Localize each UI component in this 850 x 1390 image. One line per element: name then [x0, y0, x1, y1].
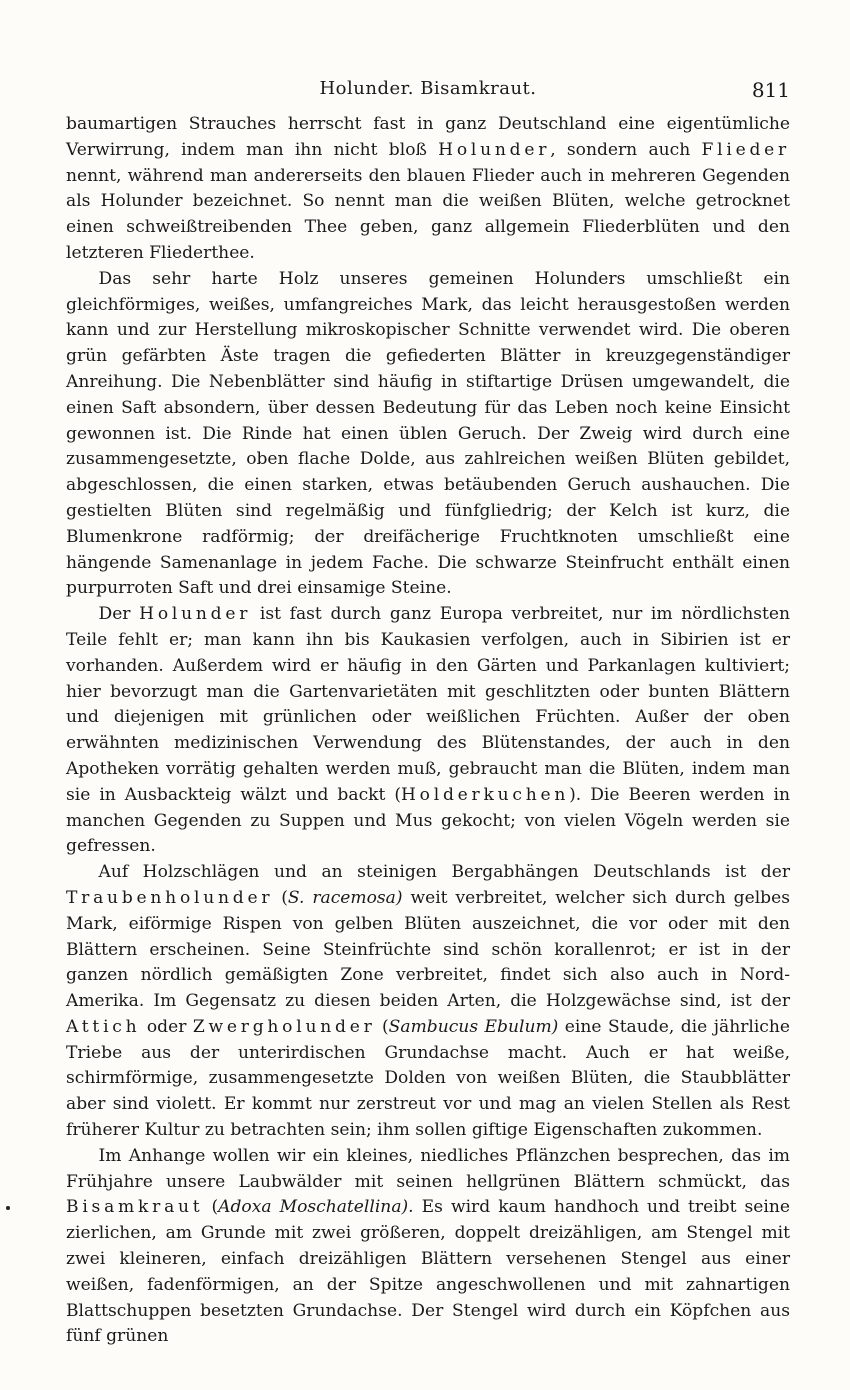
spaced-term: Flieder	[701, 139, 790, 160]
italic-term: Sambucus Ebulum)	[388, 1016, 559, 1037]
page-header	[66, 78, 790, 112]
text-run: Auf Holzschlägen und an steinigen Bergabhängen Deutschlands ist der	[98, 862, 790, 883]
text-run: Der	[98, 604, 140, 625]
spaced-term: Holunder	[438, 139, 551, 160]
paragraph	[66, 602, 790, 860]
text-run: (	[375, 1016, 389, 1037]
text-run: Im Anhange wollen wir ein kleines, niedliches Pflänzchen besprechen, das im Frühjahre unsere Laubwälder mit seinen hellgrünen Blättern schmückt, das	[66, 1145, 790, 1192]
text-run: oder	[140, 1016, 193, 1037]
paragraph	[66, 112, 790, 267]
spaced-term: Holunder	[139, 604, 252, 625]
text-run: baumartigen Strauches herrscht fast in ganz Deutschland eine eigentümliche Verwirrung, indem man ihn nicht bloß	[66, 114, 790, 160]
text-run: eine Staude, die jährliche Triebe aus der unterirdischen Grundachse macht. Auch er hat weiße, schirmförmige, zusammengesetzte Dolden von weißen Blüten, die Staubblätter aber sind violett. Er kommt nur zerstreut vor und mag an vielen Stellen als Rest früherer Kultur zu betrachten sein; ihm sollen giftige Eigenschaften zukommen.	[66, 1016, 791, 1141]
spaced-term: Bisamkraut	[66, 1197, 204, 1218]
paragraph	[66, 860, 790, 1144]
italic-term: Adoxa Moschatellina).	[218, 1197, 414, 1218]
paragraph	[66, 1144, 790, 1350]
margin-dot	[6, 1206, 10, 1210]
text-run: , sondern auch	[550, 139, 702, 160]
body-text	[66, 112, 790, 1350]
spaced-term: Attich	[66, 1016, 141, 1037]
text-run: Es wird kaum handhoch und treibt seine zierlichen, am Grunde mit zwei größeren, doppelt dreizähligen, am Stengel mit zwei kleineren, einfach dreizähligen Blättern versehenen Stengel aus einer weißen, fadenförmigen, an der Spitze angeschwollenen und mit zahnartigen Blattschuppen besetzten Grundachse. Der Stengel wird durch ein Köpfchen aus fünf grünen	[66, 1197, 791, 1347]
text-run: (	[273, 887, 288, 908]
running-title: Holunder. Bisamkraut.	[319, 78, 537, 99]
text-run: weit verbreitet, welcher sich durch gelbes Mark, eiförmige Rispen von gelben Blüten auszeichnet, die vor oder mit den Blättern erscheinen. Seine Steinfrüchte sind schön korallenrot; er ist in der ganzen nördlich gemäßigten Zone verbreitet, findet sich also auch in Nord-Amerika. Im Gegensatz zu diesen beiden Arten, die Holzgewächse sind, ist der	[66, 887, 790, 1012]
book-page	[66, 78, 790, 1350]
spaced-term: Zwergholunder	[192, 1016, 376, 1037]
paragraph	[66, 267, 790, 602]
page-number: 811	[751, 78, 790, 102]
text-run: (	[203, 1197, 219, 1218]
text-run: ist fast durch ganz Europa verbreitet, nur im nördlichsten Teile fehlt er; man kann ihn bis Kaukasien verfolgen, auch in Sibirien ist er vorhanden. Außerdem wird er häufig in den Gärten und Parkanlagen kultiviert; hier bevorzugt man die Gartenvarietäten mit geschlitzten oder bunten Blättern und diejenigen mit grünlichen oder weißlichen Früchten. Außer der oben erwähnten medizinischen Verwendung des Blütenstandes, der auch in den Apotheken vorrätig gehalten werden muß, gebraucht man die Blüten, indem man sie in Ausbackteig wälzt und backt (	[66, 604, 790, 805]
italic-term: S. racemosa)	[287, 887, 403, 908]
text-run: ). Die Beeren werden in manchen Gegenden zu Suppen und Mus gekocht; von vielen Vögeln werden sie gefressen.	[66, 784, 790, 857]
spaced-term: Holderkuchen	[401, 784, 570, 805]
text-run: nennt, während man andererseits den blauen Flieder auch in mehreren Gegenden als Holunder bezeichnet. So nennt man die weißen Blüten, welche getrocknet einen schweißtreibenden Thee geben, ganz allgemein Fliederblüten und den letzteren Fliederthee.	[66, 165, 790, 263]
spaced-term: Traubenholunder	[66, 887, 274, 908]
text-run: Das sehr harte Holz unseres gemeinen Holunders umschließt ein gleichförmiges, weißes, umfangreiches Mark, das leicht herausgestoßen werden kann und zur Herstellung mikroskopischer Schnitte verwendet wird. Die oberen grün gefärbten Äste tragen die gefiederten Blätter in kreuzgegenständiger Anreihung. Die Nebenblätter sind häufig in stiftartige Drüsen umgewandelt, die einen Saft absondern, über dessen Bedeutung für das Leben noch keine Einsicht gewonnen ist. Die Rinde hat einen üblen Geruch. Der Zweig wird durch eine zusammengesetzte, oben flache Dolde, aus zahlreichen weißen Blüten gebildet, abgeschlossen, die einen starken, etwas betäubenden Geruch aushauchen. Die gestielten Blüten sind regelmäßig und fünfgliedrig; der Kelch ist kurz, die Blumenkrone radförmig; der dreifächerige Fruchtknoten umschließt eine hängende Samenanlage in jedem Fache. Die schwarze Steinfrucht enthält einen purpurroten Saft und drei einsamige Steine.	[66, 268, 790, 599]
